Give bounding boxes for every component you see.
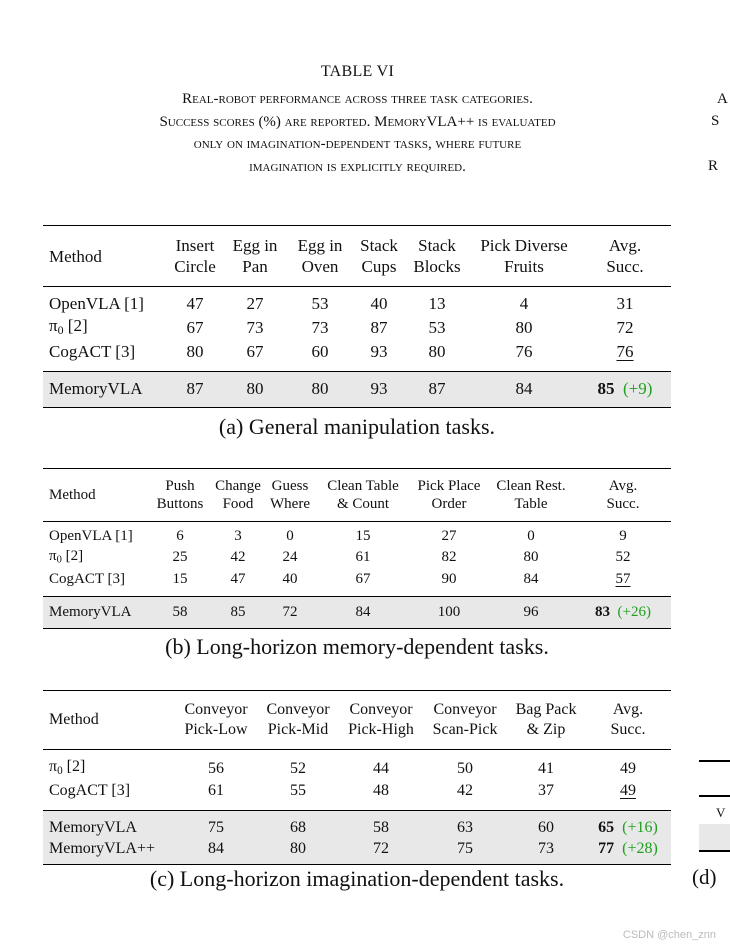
best-value: 83 xyxy=(595,604,611,621)
col-header: Conveyor Scan-Pick xyxy=(423,691,507,750)
cell: 85 xyxy=(211,597,265,629)
cell: 40 xyxy=(282,570,298,587)
cell: 67 xyxy=(186,317,204,337)
edge-letter: V xyxy=(716,805,726,820)
col-header-avg: Avg. Succ. xyxy=(575,469,671,522)
col-header-method: Method xyxy=(43,226,167,287)
col-header: Clean Rest. Table xyxy=(487,469,575,522)
table-caption xyxy=(30,88,685,178)
edge-subcaption: (d) xyxy=(692,865,717,889)
table-row xyxy=(43,781,671,811)
cell: 80 xyxy=(515,317,533,337)
method-name: OpenVLA [1] xyxy=(49,528,133,544)
col-header: Pick Place Order xyxy=(411,469,487,522)
cell: 60 xyxy=(507,810,585,838)
col-header-method: Method xyxy=(43,469,149,522)
cell: 84 xyxy=(523,570,539,587)
cell: 73 xyxy=(507,838,585,865)
cell: 80 xyxy=(186,341,204,361)
table-row xyxy=(43,287,671,316)
method-name: $\pi_0$ [2] xyxy=(49,758,86,777)
cell: 15 xyxy=(355,528,371,544)
subcaption-a: (a) General manipulation tasks. xyxy=(218,414,496,439)
cell: 42 xyxy=(457,781,473,799)
cell: 24 xyxy=(282,549,298,566)
cell: 87 xyxy=(370,317,388,337)
cell: 44 xyxy=(373,759,389,777)
cell: 80 xyxy=(223,371,287,407)
watermark: CSDN @chen_znn xyxy=(622,929,716,941)
header-row xyxy=(43,469,671,522)
cell: 93 xyxy=(353,371,405,407)
table-row xyxy=(43,315,671,341)
caption-line: only on imagination-dependent tasks, where future xyxy=(193,136,522,152)
cell: 73 xyxy=(311,317,329,337)
cell: 72 xyxy=(265,597,315,629)
improvement-delta: (+9) xyxy=(623,379,653,399)
cell: 67 xyxy=(355,570,371,587)
cell-avg: 52 xyxy=(615,549,631,566)
method-name: CogACT [3] xyxy=(49,341,136,361)
col-header: Change Food xyxy=(211,469,265,522)
cell: 41 xyxy=(538,759,554,777)
edge-letter: A xyxy=(717,91,728,107)
table-title: TABLE VI xyxy=(320,63,395,80)
cell-avg xyxy=(585,781,671,811)
second-best-value: 57 xyxy=(615,570,631,587)
table-row xyxy=(43,547,671,570)
col-header: Guess Where xyxy=(265,469,315,522)
cell: 40 xyxy=(370,294,388,313)
cell: 67 xyxy=(246,341,264,361)
cell: 80 xyxy=(287,371,353,407)
cell: 73 xyxy=(246,317,264,337)
cell: 82 xyxy=(441,549,457,566)
cell: 56 xyxy=(208,759,224,777)
cell: 55 xyxy=(290,781,306,799)
header-row xyxy=(43,691,671,750)
cell: 68 xyxy=(257,810,339,838)
col-header: Conveyor Pick-Mid xyxy=(257,691,339,750)
best-value: 65 xyxy=(598,818,615,836)
method-name: MemoryVLA++ xyxy=(43,838,175,865)
best-value: 85 xyxy=(597,379,615,399)
cell-avg: 49 xyxy=(620,759,636,777)
col-header: Pick Diverse Fruits xyxy=(469,226,579,287)
cell: 60 xyxy=(311,341,329,361)
cell: 80 xyxy=(257,838,339,865)
improvement-delta: (+26) xyxy=(617,604,651,621)
method-name: MemoryVLA xyxy=(43,597,149,629)
edge-rule xyxy=(699,795,730,797)
cell: 42 xyxy=(230,549,246,566)
table-general-manipulation xyxy=(43,225,671,408)
cell-avg xyxy=(585,838,671,865)
edge-letter: S xyxy=(711,113,720,129)
cell: 6 xyxy=(176,528,184,544)
col-header: Conveyor Pick-High xyxy=(339,691,423,750)
cell: 13 xyxy=(428,294,446,313)
second-best-value: 49 xyxy=(620,781,636,799)
cell: 87 xyxy=(405,371,469,407)
cell: 84 xyxy=(315,597,411,629)
cell-avg xyxy=(579,371,671,407)
cell: 84 xyxy=(469,371,579,407)
cell: 53 xyxy=(428,317,446,337)
method-name: MemoryVLA xyxy=(43,810,175,838)
cell: 61 xyxy=(355,549,371,566)
col-header-avg: Avg. Succ. xyxy=(579,226,671,287)
cell: 80 xyxy=(523,549,539,566)
cell-avg: 31 xyxy=(616,294,634,313)
cell: 53 xyxy=(311,294,329,313)
cell: 87 xyxy=(167,371,223,407)
improvement-delta: (+28) xyxy=(622,839,658,857)
cell: 100 xyxy=(411,597,487,629)
header-row xyxy=(43,226,671,287)
cell: 47 xyxy=(230,570,246,587)
col-header: Egg in Pan xyxy=(223,226,287,287)
col-header: Bag Pack & Zip xyxy=(507,691,585,750)
col-header-method: Method xyxy=(43,691,175,750)
table-row-highlight xyxy=(43,838,671,865)
edge-rule xyxy=(699,850,730,852)
cell: 27 xyxy=(246,294,264,313)
cell: 37 xyxy=(538,781,554,799)
method-name: MemoryVLA xyxy=(43,371,167,407)
col-header: Conveyor Pick-Low xyxy=(175,691,257,750)
cell: 96 xyxy=(487,597,575,629)
edge-letter: R xyxy=(708,158,719,174)
caption-line: Real-robot performance across three task categories. xyxy=(182,91,533,107)
cell: 47 xyxy=(186,294,204,313)
cell-avg xyxy=(575,570,671,597)
cell-avg xyxy=(579,341,671,372)
table-row-highlight xyxy=(43,597,671,629)
method-name: $\pi_0$ [2] xyxy=(49,316,88,337)
cell: 50 xyxy=(457,759,473,777)
best-value: 77 xyxy=(598,839,615,857)
cell: 58 xyxy=(339,810,423,838)
cell-avg: 9 xyxy=(619,528,627,544)
cell: 90 xyxy=(441,570,457,587)
improvement-delta: (+16) xyxy=(622,818,658,836)
caption-line: imagination is explicitly required. xyxy=(249,158,466,175)
method-name: CogACT [3] xyxy=(49,781,131,799)
cell: 58 xyxy=(149,597,211,629)
table-row xyxy=(43,341,671,372)
cell: 80 xyxy=(428,341,446,361)
table-row-highlight xyxy=(43,371,671,407)
table-row xyxy=(43,570,671,597)
second-best-value: 76 xyxy=(616,341,634,361)
table-memory-dependent xyxy=(43,468,671,629)
col-header-avg: Avg. Succ. xyxy=(585,691,671,750)
cell-avg: 72 xyxy=(616,317,634,337)
caption-line: Success scores (%) are reported. MemoryVLA++ is evaluated xyxy=(159,113,556,130)
method-name: OpenVLA [1] xyxy=(49,294,144,313)
col-header: Stack Cups xyxy=(353,226,405,287)
cell: 27 xyxy=(441,528,457,544)
cell: 4 xyxy=(519,294,529,313)
cell: 0 xyxy=(286,528,294,544)
cell: 48 xyxy=(373,781,389,799)
table-row xyxy=(43,522,671,547)
cell: 63 xyxy=(423,810,507,838)
col-header: Stack Blocks xyxy=(405,226,469,287)
col-header: Push Buttons xyxy=(149,469,211,522)
col-header: Egg in Oven xyxy=(287,226,353,287)
cell: 3 xyxy=(234,528,242,544)
method-name: CogACT [3] xyxy=(49,570,125,587)
table-imagination-dependent xyxy=(43,690,671,865)
cell: 75 xyxy=(175,810,257,838)
cell: 72 xyxy=(339,838,423,865)
cell: 15 xyxy=(172,570,188,587)
edge-rule xyxy=(699,760,730,762)
cell: 52 xyxy=(290,759,306,777)
cell: 25 xyxy=(172,549,188,566)
cell: 93 xyxy=(370,341,388,361)
subcaption-c: (c) Long-horizon imagination-dependent tasks. xyxy=(149,866,565,891)
cell: 76 xyxy=(515,341,533,361)
table-row xyxy=(43,750,671,781)
cell: 61 xyxy=(208,781,224,799)
cell: 0 xyxy=(527,528,535,544)
col-header: Clean Table & Count xyxy=(315,469,411,522)
subcaption-b: (b) Long-horizon memory-dependent tasks. xyxy=(165,634,549,659)
cell-avg xyxy=(585,810,671,838)
cell-avg xyxy=(575,597,671,629)
method-name: $\pi_0$ [2] xyxy=(49,547,84,566)
table-row-highlight xyxy=(43,810,671,838)
col-header: Insert Circle xyxy=(167,226,223,287)
cell: 75 xyxy=(423,838,507,865)
edge-shade xyxy=(699,824,730,850)
cell: 84 xyxy=(175,838,257,865)
